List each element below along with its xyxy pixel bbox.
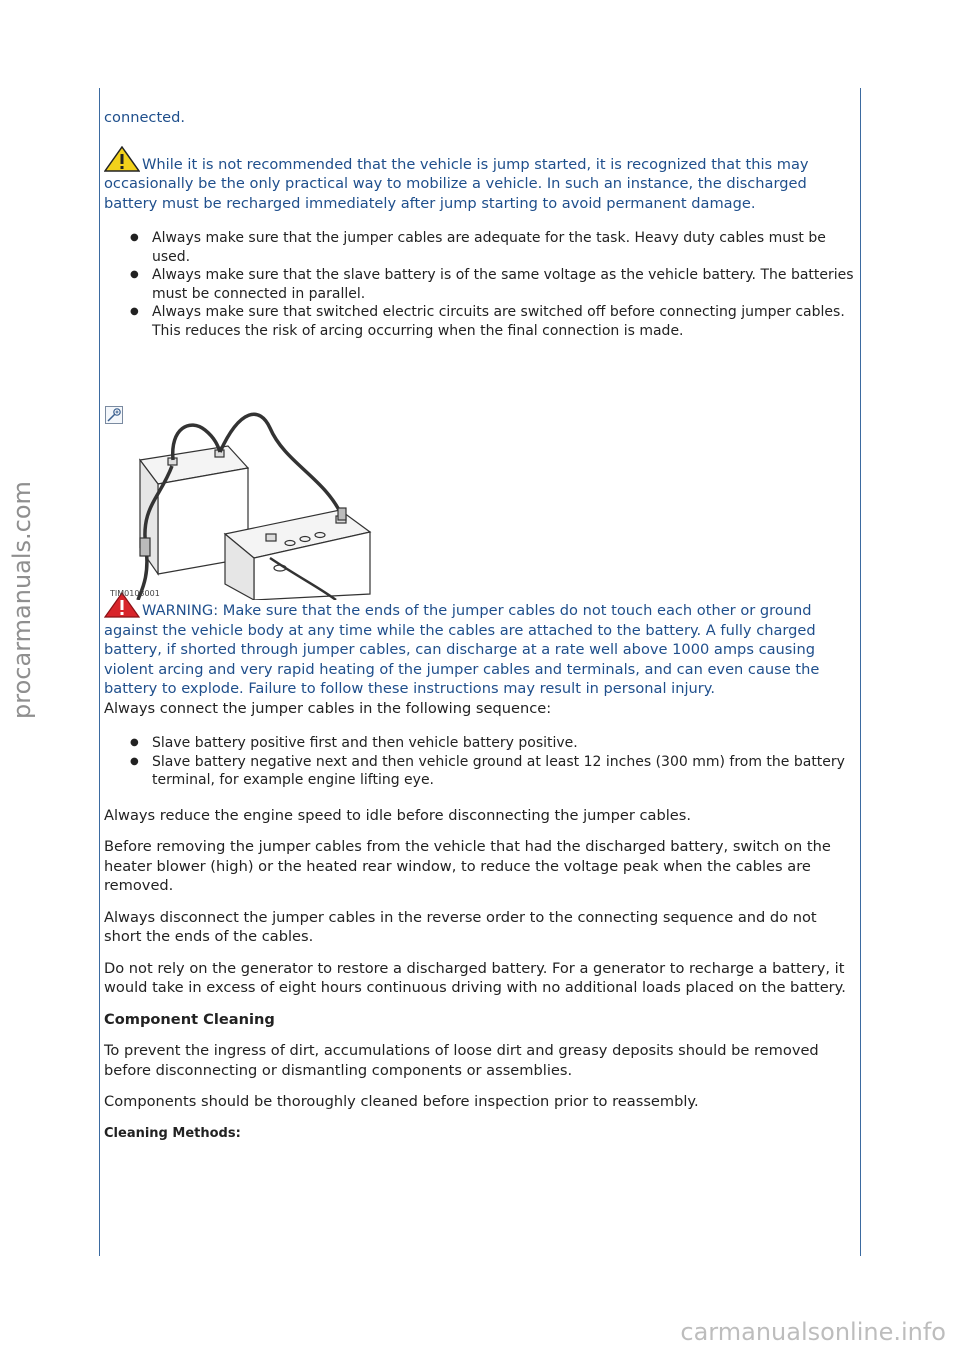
warning-note <box>104 592 854 699</box>
figure-code: TIM0103001 <box>110 589 160 598</box>
list-item: ● Always make sure that the jumper cables are adequate for the task. Heavy duty cables must be used. <box>152 229 854 266</box>
footer-watermark: carmanualsonline.info <box>680 1318 946 1346</box>
sequence-intro: Always connect the jumper cables in the following sequence: <box>104 699 552 717</box>
caution-text: While it is not recommended that the vehicle is jump started, it is recognized that this may occasionally be the only practical way to mobilize a vehicle. In such an instance, the discharged battery must be recharged immediately after jump starting to avoid permanent damage. <box>104 155 809 212</box>
connection-sequence-list <box>104 734 854 790</box>
list-item: ● Slave battery positive first and then vehicle battery positive. <box>152 734 854 753</box>
cleaning-methods-heading: Cleaning Methods: <box>104 1125 241 1141</box>
side-watermark: procarmanuals.com <box>8 481 36 719</box>
paragraph-inspection: Components should be thoroughly cleaned before inspection prior to reassembly. <box>104 1093 699 1110</box>
component-cleaning-heading: Component Cleaning <box>104 1010 275 1028</box>
list-item: ● Slave battery negative next and then vehicle ground at least 12 inches (300 mm) from the battery terminal, for example engine lifting eye. <box>152 753 854 790</box>
caution-note <box>104 146 854 214</box>
intro-continuation: connected. <box>104 109 186 126</box>
warning-text: WARNING: Make sure that the ends of the jumper cables do not touch each other or ground against the vehicle body at any time while the cables are attached to the battery. A fully charged battery, if shorted through jumper cables, can discharge at a rate well above 1000 amps causing violent arcing and very rapid heating of the jumper cables and terminals, and can even cause the battery to explode. Failure to follow these instructions may result in personal injury. <box>104 602 820 697</box>
list-item: ● Always make sure that switched electric circuits are switched off before connecting jumper cables. This reduces the risk of arcing occurring when the final connection is made. <box>152 303 854 340</box>
list-item: ● Always make sure that the slave battery is of the same voltage as the vehicle battery. The batteries must be connected in parallel. <box>152 266 854 303</box>
jump-start-batteries-illustration <box>110 408 380 600</box>
paragraph-idle: Always reduce the engine speed to idle before disconnecting the jumper cables. <box>104 806 692 824</box>
paragraph-ingress: To prevent the ingress of dirt, accumulations of loose dirt and greasy deposits should be removed before disconnecting or dismantling components or assemblies. <box>104 1042 819 1079</box>
paragraph-heater: Before removing the jumper cables from the vehicle that had the discharged battery, switch on the heater blower (high) or the heated rear window, to reduce the voltage peak when the cables are removed. <box>104 838 831 894</box>
paragraph-generator: Do not rely on the generator to restore a discharged battery. For a generator to recharge a battery, it would take in excess of eight hours continuous driving with no additional loads placed on the battery. <box>104 959 846 996</box>
paragraph-disconnect: Always disconnect the jumper cables in the reverse order to the connecting sequence and do not short the ends of the cables. <box>104 908 817 945</box>
manual-content <box>104 108 854 1143</box>
caution-triangle-icon <box>104 146 140 172</box>
cable-rules-list <box>104 229 854 340</box>
